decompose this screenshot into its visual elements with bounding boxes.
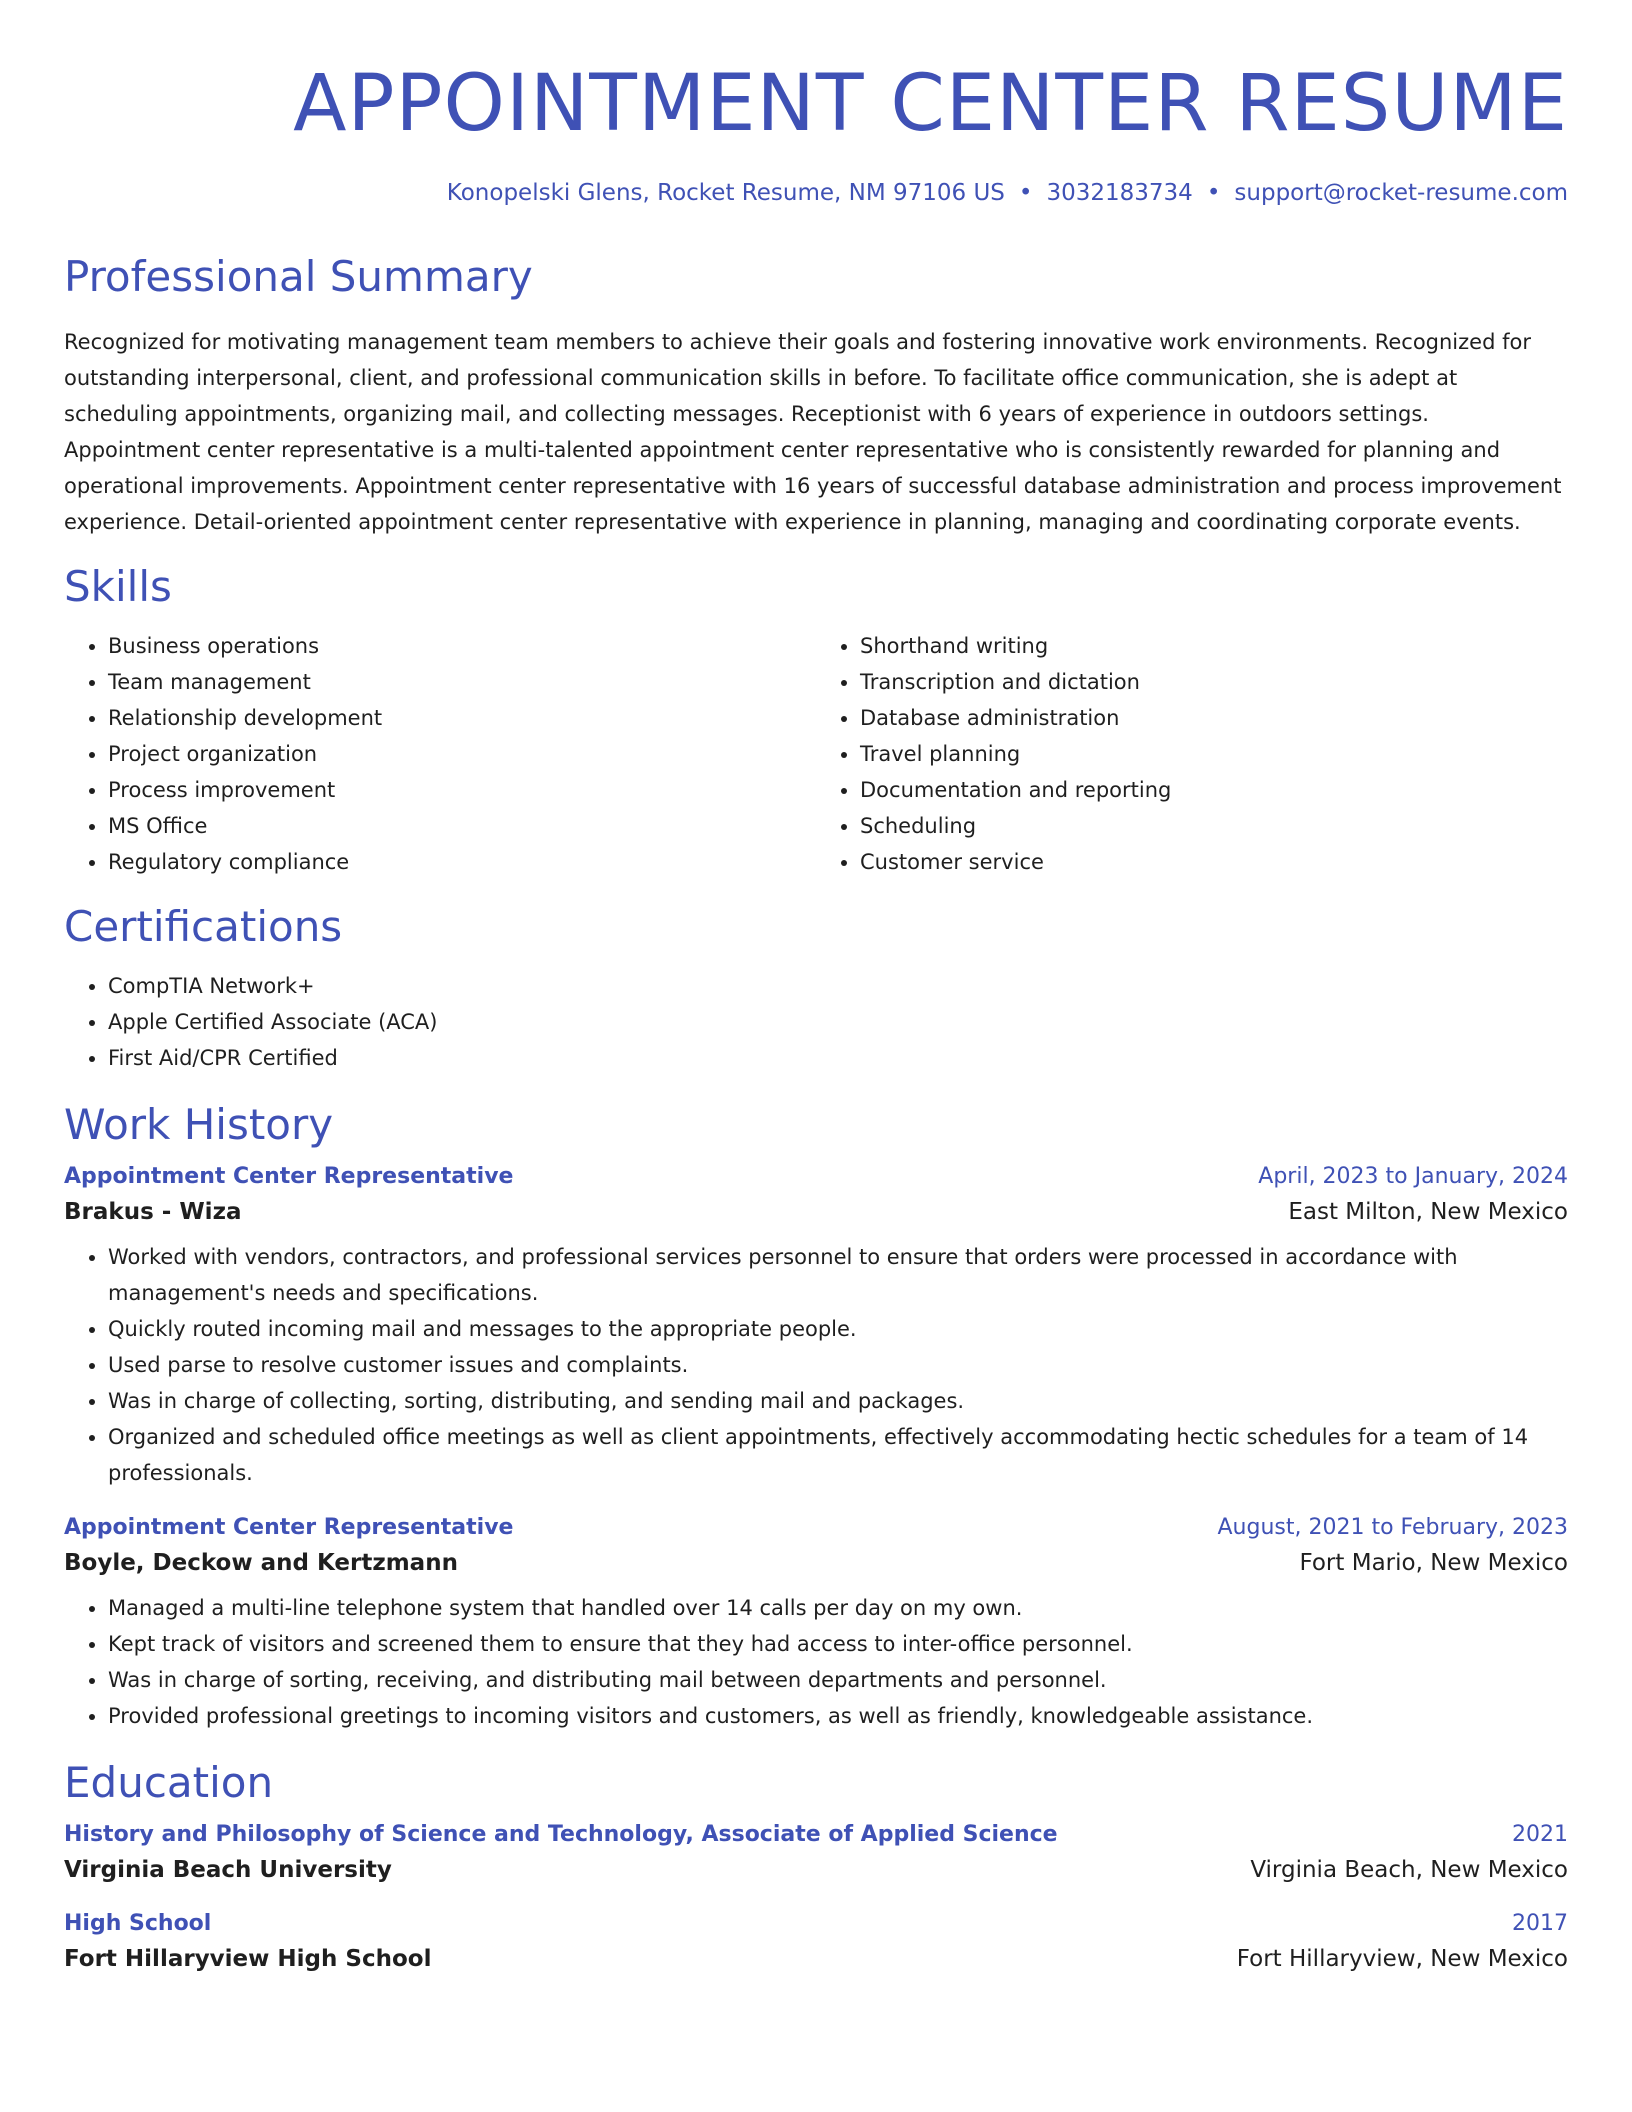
contact-email[interactable]: support@rocket-resume.com <box>1234 180 1568 206</box>
skill-item: • Scheduling <box>860 808 1568 844</box>
job-entry <box>64 1515 1568 1734</box>
job-company: Brakus - Wiza <box>64 1199 242 1225</box>
job-duty: • Worked with vendors, contractors, and professional services personnel to ensure that orders were processed in accordance with management's needs and specifications. <box>108 1239 1568 1311</box>
job-title: Appointment Center Representative <box>64 1164 514 1189</box>
job-duty: • Kept track of visitors and screened them to ensure that they had access to inter-office personnel. <box>108 1626 1568 1662</box>
skill-item: • Process improvement <box>108 772 816 808</box>
education-location: Fort Hillaryview, New Mexico <box>1236 1946 1568 1972</box>
education-year: 2017 <box>1512 1911 1568 1936</box>
skills-list-left <box>64 628 816 880</box>
certifications-list <box>64 968 1568 1076</box>
skills-grid <box>64 628 1568 880</box>
skill-item: • Travel planning <box>860 736 1568 772</box>
skill-item: • Transcription and dictation <box>860 664 1568 700</box>
job-title: Appointment Center Representative <box>64 1515 514 1540</box>
contact-separator: • <box>1018 180 1033 206</box>
summary-heading: Professional Summary <box>64 252 533 301</box>
education-entry <box>64 1911 1568 1972</box>
work-history-heading: Work History <box>64 1100 334 1149</box>
education-heading: Education <box>64 1758 274 1807</box>
education-entry <box>64 1822 1568 1883</box>
job-duties <box>64 1590 1568 1734</box>
contact-line <box>64 180 1568 206</box>
job-dates: April, 2023 to January, 2024 <box>1258 1164 1568 1189</box>
education-degree: History and Philosophy of Science and Technology, Associate of Applied Science <box>64 1822 1058 1847</box>
job-subheader <box>64 1199 1568 1225</box>
job-location: East Milton, New Mexico <box>1288 1199 1568 1225</box>
skill-item: • Customer service <box>860 844 1568 880</box>
job-entry <box>64 1164 1568 1491</box>
skill-item: • Shorthand writing <box>860 628 1568 664</box>
skills-heading: Skills <box>64 562 172 611</box>
skill-item: • Relationship development <box>108 700 816 736</box>
job-header <box>64 1164 1568 1189</box>
education-year: 2021 <box>1512 1822 1568 1847</box>
skill-item: • Team management <box>108 664 816 700</box>
education-subheader <box>64 1857 1568 1883</box>
contact-separator: • <box>1206 180 1221 206</box>
job-duty: • Used parse to resolve customer issues and complaints. <box>108 1347 1568 1383</box>
job-duty: • Quickly routed incoming mail and messages to the appropriate people. <box>108 1311 1568 1347</box>
skill-item: • Business operations <box>108 628 816 664</box>
job-duties <box>64 1239 1568 1491</box>
skill-item: • Regulatory compliance <box>108 844 816 880</box>
job-duty: • Managed a multi-line telephone system that handled over 14 calls per day on my own. <box>108 1590 1568 1626</box>
education-subheader <box>64 1946 1568 1972</box>
education-degree: High School <box>64 1911 212 1936</box>
skill-item: • Documentation and reporting <box>860 772 1568 808</box>
job-duty: • Organized and scheduled office meetings as well as client appointments, effectively accommodating hectic schedules for a team of 14 professionals. <box>108 1419 1568 1491</box>
resume-title: APPOINTMENT CENTER RESUME <box>293 59 1568 149</box>
job-duty: • Was in charge of sorting, receiving, and distributing mail between departments and personnel. <box>108 1662 1568 1698</box>
education-location: Virginia Beach, New Mexico <box>1250 1857 1568 1883</box>
job-company: Boyle, Deckow and Kertzmann <box>64 1550 458 1576</box>
education-header <box>64 1822 1568 1847</box>
contact-address: Konopelski Glens, Rocket Resume, NM 97106 US <box>446 180 1005 206</box>
job-header <box>64 1515 1568 1540</box>
skill-item: • Database administration <box>860 700 1568 736</box>
job-duty: • Was in charge of collecting, sorting, distributing, and sending mail and packages. <box>108 1383 1568 1419</box>
certification-item: • First Aid/CPR Certified <box>108 1040 1568 1076</box>
job-location: Fort Mario, New Mexico <box>1299 1550 1568 1576</box>
certification-item: • CompTIA Network+ <box>108 968 1568 1004</box>
education-header <box>64 1911 1568 1936</box>
skills-list-right <box>816 628 1568 880</box>
summary-text: Recognized for motivating management team members to achieve their goals and fostering innovative work environments. Recognized for outstanding interpersonal, client, and professional communication skills in before. To facilitate office communication, she is adept at scheduling appointments, organizing mail, and collecting messages. Receptionist with 6 years of experience in outdoors settings. Appointment center representative is a multi-talented appointment center representative who is consistently rewarded for planning and operational improvements. Appointment center representative with 16 years of successful database administration and process improvement experience. Detail-oriented appointment center representative with experience in planning, managing and coordinating corporate events. <box>64 330 1562 534</box>
skill-item: • Project organization <box>108 736 816 772</box>
education-school: Virginia Beach University <box>64 1857 392 1883</box>
certification-item: • Apple Certified Associate (ACA) <box>108 1004 1568 1040</box>
certifications-heading: Certifications <box>64 902 343 951</box>
job-dates: August, 2021 to February, 2023 <box>1217 1515 1568 1540</box>
skill-item: • MS Office <box>108 808 816 844</box>
contact-phone: 3032183734 <box>1046 180 1193 206</box>
job-subheader <box>64 1550 1568 1576</box>
education-school: Fort Hillaryview High School <box>64 1946 432 1972</box>
job-duty: • Provided professional greetings to incoming visitors and customers, as well as friendly, knowledgeable assistance. <box>108 1698 1568 1734</box>
